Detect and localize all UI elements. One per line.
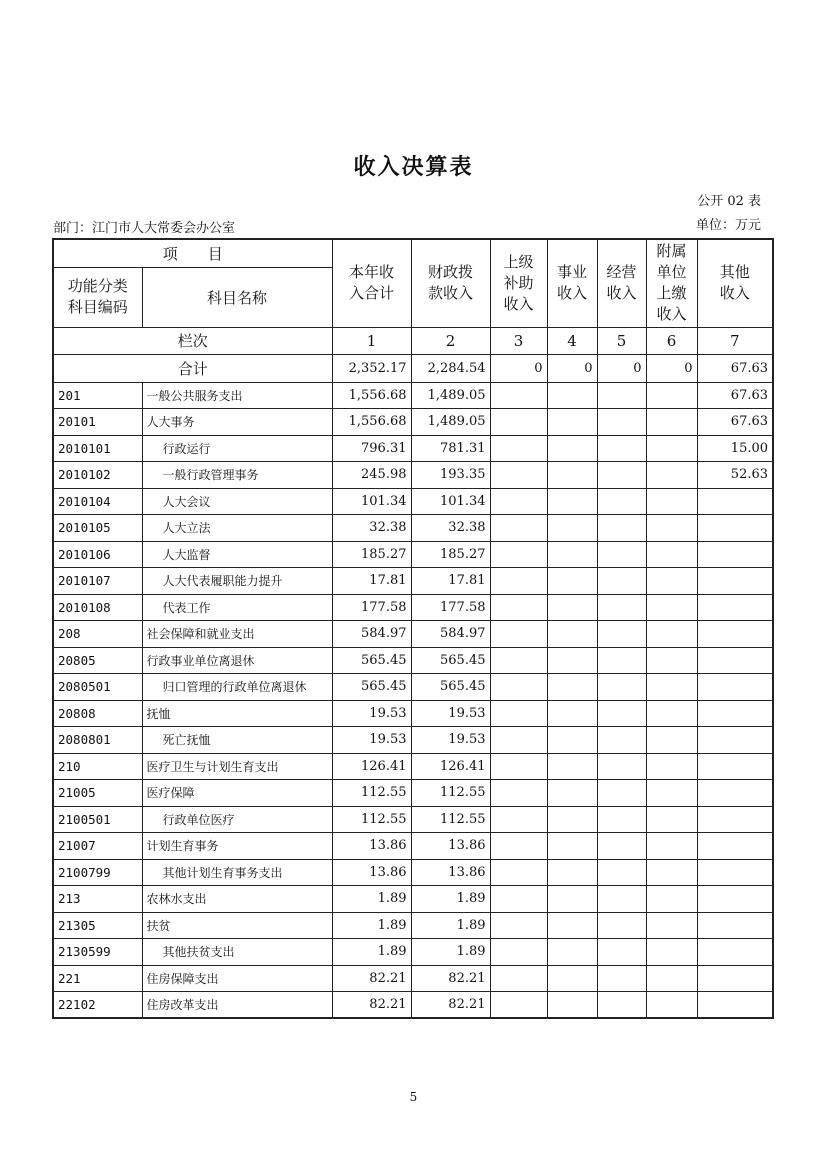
amount-cell: 1,556.68 <box>332 382 411 409</box>
amount-cell <box>490 859 547 886</box>
amount-cell <box>697 647 773 674</box>
amount-cell <box>547 965 597 992</box>
table-row <box>53 939 773 966</box>
amount-cell: 13.86 <box>411 833 490 860</box>
amount-cell <box>697 912 773 939</box>
amount-cell <box>697 621 773 648</box>
amount-cell <box>597 780 646 807</box>
subject-code: 2080801 <box>53 727 142 754</box>
header-superior <box>490 239 547 327</box>
amount-cell <box>597 700 646 727</box>
amount-cell <box>547 992 597 1019</box>
amount-cell: 1,556.68 <box>332 409 411 436</box>
amount-cell <box>547 912 597 939</box>
amount-cell <box>490 912 547 939</box>
amount-cell <box>547 488 597 515</box>
table-row <box>53 621 773 648</box>
amount-cell <box>547 541 597 568</box>
amount-cell: 112.55 <box>411 780 490 807</box>
amount-cell <box>597 594 646 621</box>
subject-name: 人大事务 <box>142 409 332 436</box>
amount-cell: 245.98 <box>332 462 411 489</box>
amount-cell <box>697 833 773 860</box>
subject-code: 2010108 <box>53 594 142 621</box>
subject-code: 21305 <box>53 912 142 939</box>
amount-cell: 584.97 <box>332 621 411 648</box>
subject-code: 20101 <box>53 409 142 436</box>
amount-cell: 17.81 <box>332 568 411 595</box>
amount-cell: 32.38 <box>332 515 411 542</box>
amount-cell <box>646 912 697 939</box>
subject-code: 2010107 <box>53 568 142 595</box>
amount-cell <box>697 992 773 1019</box>
subject-name: 社会保障和就业支出 <box>142 621 332 648</box>
page-title: 收入决算表 <box>353 155 474 180</box>
amount-cell <box>646 435 697 462</box>
subject-code: 221 <box>53 965 142 992</box>
subject-code: 21007 <box>53 833 142 860</box>
amount-cell: 565.45 <box>411 647 490 674</box>
header-func-code <box>53 267 142 327</box>
header-affiliated <box>646 239 697 327</box>
amount-cell <box>597 859 646 886</box>
amount-cell: 82.21 <box>411 992 490 1019</box>
amount-cell <box>646 859 697 886</box>
amount-cell <box>646 647 697 674</box>
amount-cell <box>547 700 597 727</box>
table-row <box>53 435 773 462</box>
subject-code: 210 <box>53 753 142 780</box>
amount-cell <box>597 462 646 489</box>
subject-name: 一般行政管理事务 <box>142 462 332 489</box>
amount-cell <box>490 753 547 780</box>
amount-cell <box>646 382 697 409</box>
amount-cell: 126.41 <box>411 753 490 780</box>
subject-name: 人大监督 <box>142 541 332 568</box>
amount-cell <box>646 488 697 515</box>
table-row <box>53 859 773 886</box>
table-row <box>53 886 773 913</box>
amount-cell <box>547 806 597 833</box>
amount-cell: 177.58 <box>332 594 411 621</box>
amount-cell <box>646 727 697 754</box>
amount-cell <box>597 965 646 992</box>
amount-cell: 185.27 <box>332 541 411 568</box>
amount-cell <box>547 780 597 807</box>
amount-cell: 1.89 <box>411 939 490 966</box>
amount-cell <box>597 992 646 1019</box>
table-row <box>53 541 773 568</box>
subject-code: 2100799 <box>53 859 142 886</box>
table-code: 公开 02 表 <box>697 194 761 209</box>
amount-cell <box>597 753 646 780</box>
column-index: 7 <box>697 327 773 354</box>
amount-cell: 82.21 <box>332 992 411 1019</box>
amount-cell <box>547 674 597 701</box>
amount-cell <box>547 833 597 860</box>
subject-name: 医疗卫生与计划生育支出 <box>142 753 332 780</box>
amount-cell <box>597 435 646 462</box>
amount-cell: 67.63 <box>697 409 773 436</box>
amount-cell <box>646 621 697 648</box>
amount-cell <box>597 515 646 542</box>
amount-cell <box>597 939 646 966</box>
subject-name: 代表工作 <box>142 594 332 621</box>
subject-name: 行政运行 <box>142 435 332 462</box>
amount-cell <box>490 700 547 727</box>
amount-cell <box>697 780 773 807</box>
header-func-code-text: 功能分类 科目编码 <box>67 277 128 316</box>
amount-cell: 1.89 <box>332 912 411 939</box>
amount-cell: 13.86 <box>332 859 411 886</box>
header-other-text: 其他 收入 <box>719 263 750 303</box>
amount-cell: 565.45 <box>411 674 490 701</box>
amount-cell: 781.31 <box>411 435 490 462</box>
subject-name: 住房改革支出 <box>142 992 332 1019</box>
amount-cell <box>697 594 773 621</box>
subject-code: 2010101 <box>53 435 142 462</box>
amount-cell: 67.63 <box>697 382 773 409</box>
amount-cell <box>547 727 597 754</box>
subject-code: 2010106 <box>53 541 142 568</box>
amount-cell <box>597 488 646 515</box>
amount-cell <box>490 992 547 1019</box>
amount-cell <box>646 780 697 807</box>
amount-cell <box>490 647 547 674</box>
amount-cell <box>646 833 697 860</box>
column-index: 3 <box>490 327 547 354</box>
subject-name: 死亡抚恤 <box>142 727 332 754</box>
header-fiscal-text: 财政拨 款收入 <box>428 263 474 303</box>
subject-code: 20808 <box>53 700 142 727</box>
table-row <box>53 780 773 807</box>
amount-cell <box>597 806 646 833</box>
amount-cell: 112.55 <box>332 806 411 833</box>
amount-cell <box>646 462 697 489</box>
header-affiliated-text: 附属 单位 上缴 收入 <box>656 242 687 324</box>
subject-code: 213 <box>53 886 142 913</box>
amount-cell: 13.86 <box>411 859 490 886</box>
amount-cell: 112.55 <box>411 806 490 833</box>
amount-cell <box>697 727 773 754</box>
header-item: 项 目 <box>53 239 332 267</box>
amount-cell <box>490 833 547 860</box>
amount-cell: 17.81 <box>411 568 490 595</box>
amount-cell: 1.89 <box>332 939 411 966</box>
amount-cell: 584.97 <box>411 621 490 648</box>
amount-cell <box>646 541 697 568</box>
amount-cell <box>597 621 646 648</box>
subject-name: 一般公共服务支出 <box>142 382 332 409</box>
amount-cell: 185.27 <box>411 541 490 568</box>
amount-cell <box>597 382 646 409</box>
subject-code: 21005 <box>53 780 142 807</box>
amount-cell <box>697 806 773 833</box>
amount-cell: 1,489.05 <box>411 382 490 409</box>
amount-cell <box>597 727 646 754</box>
page-number: 5 <box>409 1090 418 1104</box>
amount-cell <box>490 515 547 542</box>
amount-cell <box>490 382 547 409</box>
amount-cell <box>547 939 597 966</box>
amount-cell: 101.34 <box>332 488 411 515</box>
amount-cell: 796.31 <box>332 435 411 462</box>
subject-name: 行政单位医疗 <box>142 806 332 833</box>
subject-name: 抚恤 <box>142 700 332 727</box>
amount-cell <box>697 939 773 966</box>
amount-cell <box>490 541 547 568</box>
amount-cell: 13.86 <box>332 833 411 860</box>
amount-cell <box>547 409 597 436</box>
amount-cell <box>547 435 597 462</box>
subject-name: 行政事业单位离退休 <box>142 647 332 674</box>
amount-cell <box>597 647 646 674</box>
amount-cell <box>697 541 773 568</box>
amount-cell <box>597 568 646 595</box>
amount-cell <box>490 409 547 436</box>
amount-cell <box>547 886 597 913</box>
table-row <box>53 674 773 701</box>
amount-cell <box>490 965 547 992</box>
total-value: 0 <box>597 354 646 382</box>
column-index: 2 <box>411 327 490 354</box>
amount-cell: 82.21 <box>411 965 490 992</box>
header-other <box>697 239 773 327</box>
table-row <box>53 912 773 939</box>
amount-cell <box>646 939 697 966</box>
table-row <box>53 568 773 595</box>
amount-cell <box>490 806 547 833</box>
amount-cell: 101.34 <box>411 488 490 515</box>
amount-cell <box>646 674 697 701</box>
amount-cell <box>490 780 547 807</box>
subject-name: 住房保障支出 <box>142 965 332 992</box>
column-index: 6 <box>646 327 697 354</box>
amount-cell <box>490 727 547 754</box>
amount-cell: 565.45 <box>332 647 411 674</box>
department-label: 部门：江门市人大常委会办公室 <box>53 221 236 236</box>
amount-cell <box>697 674 773 701</box>
amount-cell: 177.58 <box>411 594 490 621</box>
header-superior-text: 上级 补助 收入 <box>503 252 534 313</box>
amount-cell: 82.21 <box>332 965 411 992</box>
subject-name: 农林水支出 <box>142 886 332 913</box>
table-row <box>53 462 773 489</box>
subject-code: 2100501 <box>53 806 142 833</box>
subject-code: 20805 <box>53 647 142 674</box>
subject-code: 2010102 <box>53 462 142 489</box>
amount-cell: 19.53 <box>332 700 411 727</box>
table-row <box>53 992 773 1019</box>
income-table <box>52 238 774 1019</box>
column-index-label: 栏次 <box>53 327 332 354</box>
amount-cell <box>697 488 773 515</box>
amount-cell <box>490 435 547 462</box>
amount-cell: 19.53 <box>411 727 490 754</box>
amount-cell: 1.89 <box>411 912 490 939</box>
subject-name: 人大代表履职能力提升 <box>142 568 332 595</box>
table-row <box>53 488 773 515</box>
amount-cell <box>697 515 773 542</box>
amount-cell <box>490 674 547 701</box>
header-business-text: 事业 收入 <box>557 263 588 303</box>
amount-cell: 52.63 <box>697 462 773 489</box>
amount-cell: 126.41 <box>332 753 411 780</box>
table-row <box>53 727 773 754</box>
amount-cell <box>547 859 597 886</box>
amount-cell <box>597 886 646 913</box>
table-row <box>53 382 773 409</box>
subject-name: 归口管理的行政单位离退休 <box>142 674 332 701</box>
amount-cell: 1,489.05 <box>411 409 490 436</box>
table-row <box>53 515 773 542</box>
amount-cell <box>490 594 547 621</box>
amount-cell <box>547 462 597 489</box>
amount-cell <box>597 912 646 939</box>
amount-cell: 15.00 <box>697 435 773 462</box>
table-row <box>53 647 773 674</box>
total-value: 2,352.17 <box>332 354 411 382</box>
amount-cell: 565.45 <box>332 674 411 701</box>
amount-cell <box>697 568 773 595</box>
table-row <box>53 965 773 992</box>
amount-cell <box>490 939 547 966</box>
amount-cell <box>646 700 697 727</box>
amount-cell <box>646 568 697 595</box>
total-value: 0 <box>490 354 547 382</box>
subject-code: 2010104 <box>53 488 142 515</box>
unit-label: 单位：万元 <box>695 218 761 233</box>
amount-cell <box>547 515 597 542</box>
subject-name: 计划生育事务 <box>142 833 332 860</box>
total-label: 合计 <box>53 354 332 382</box>
total-value: 0 <box>646 354 697 382</box>
amount-cell <box>646 992 697 1019</box>
amount-cell <box>547 621 597 648</box>
header-business <box>547 239 597 327</box>
amount-cell <box>490 488 547 515</box>
amount-cell <box>547 594 597 621</box>
header-total <box>332 239 411 327</box>
total-value: 0 <box>547 354 597 382</box>
header-fiscal <box>411 239 490 327</box>
amount-cell <box>646 806 697 833</box>
subject-name: 人大会议 <box>142 488 332 515</box>
amount-cell <box>547 382 597 409</box>
amount-cell <box>646 409 697 436</box>
amount-cell <box>547 753 597 780</box>
header-total-text: 本年收 入合计 <box>349 263 395 303</box>
amount-cell: 19.53 <box>411 700 490 727</box>
amount-cell <box>646 965 697 992</box>
amount-cell <box>697 965 773 992</box>
table-row <box>53 409 773 436</box>
amount-cell: 32.38 <box>411 515 490 542</box>
header-operating <box>597 239 646 327</box>
table-row <box>53 594 773 621</box>
header-operating-text: 经营 收入 <box>606 263 637 303</box>
amount-cell <box>646 594 697 621</box>
subject-name: 其他计划生育事务支出 <box>142 859 332 886</box>
amount-cell: 1.89 <box>411 886 490 913</box>
amount-cell <box>646 753 697 780</box>
amount-cell <box>646 515 697 542</box>
amount-cell <box>597 833 646 860</box>
table-row <box>53 753 773 780</box>
amount-cell <box>697 700 773 727</box>
subject-code: 2010105 <box>53 515 142 542</box>
subject-code: 201 <box>53 382 142 409</box>
subject-code: 2080501 <box>53 674 142 701</box>
subject-code: 2130599 <box>53 939 142 966</box>
subject-name: 扶贫 <box>142 912 332 939</box>
amount-cell <box>490 886 547 913</box>
amount-cell <box>697 753 773 780</box>
amount-cell: 193.35 <box>411 462 490 489</box>
amount-cell <box>597 674 646 701</box>
total-value: 2,284.54 <box>411 354 490 382</box>
subject-name: 人大立法 <box>142 515 332 542</box>
column-index: 4 <box>547 327 597 354</box>
column-index: 5 <box>597 327 646 354</box>
amount-cell: 19.53 <box>332 727 411 754</box>
table-row <box>53 700 773 727</box>
amount-cell <box>646 886 697 913</box>
subject-code: 22102 <box>53 992 142 1019</box>
amount-cell <box>597 409 646 436</box>
amount-cell <box>597 541 646 568</box>
table-row <box>53 806 773 833</box>
column-index: 1 <box>332 327 411 354</box>
amount-cell <box>490 621 547 648</box>
subject-name: 其他扶贫支出 <box>142 939 332 966</box>
amount-cell <box>490 568 547 595</box>
amount-cell: 1.89 <box>332 886 411 913</box>
total-value: 67.63 <box>697 354 773 382</box>
amount-cell: 112.55 <box>332 780 411 807</box>
subject-name: 医疗保障 <box>142 780 332 807</box>
amount-cell <box>547 647 597 674</box>
header-subject-name: 科目名称 <box>142 267 332 327</box>
amount-cell <box>490 462 547 489</box>
table-row <box>53 833 773 860</box>
amount-cell <box>547 568 597 595</box>
amount-cell <box>697 886 773 913</box>
subject-code: 208 <box>53 621 142 648</box>
amount-cell <box>697 859 773 886</box>
